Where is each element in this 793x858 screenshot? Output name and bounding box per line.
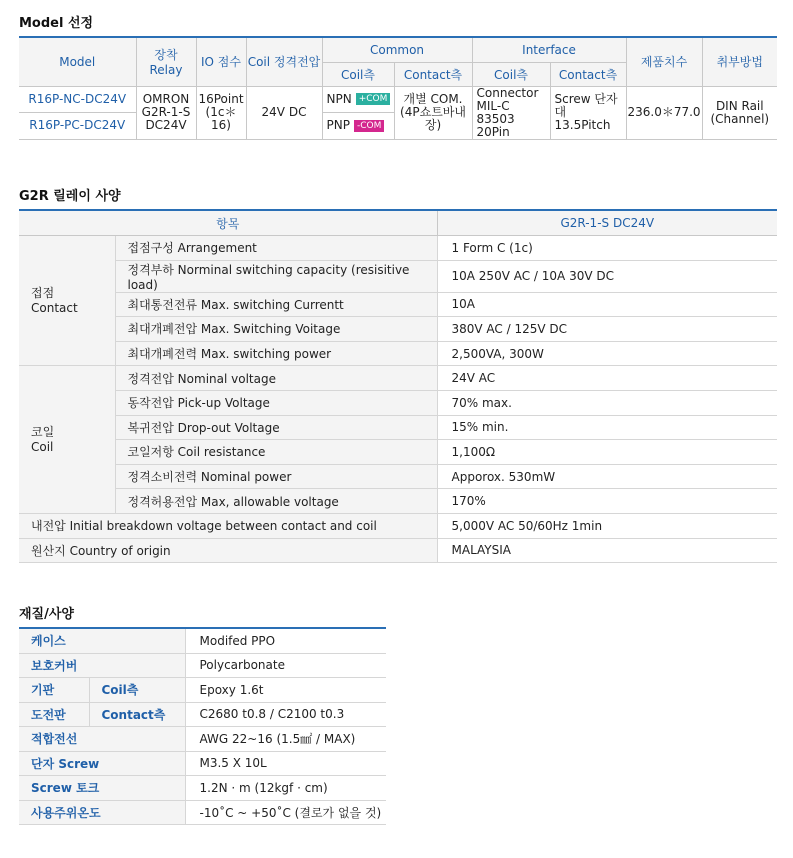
material-label: Screw 토크 <box>19 776 185 801</box>
spec-value: 10A 250V AC / 10A 30V DC <box>437 260 777 292</box>
spec-item: 원산지 Country of origin <box>19 538 437 563</box>
interface-coil-line: 20Pin <box>476 124 510 139</box>
spec-item: 내전압 Initial breakdown voltage between contact and coil <box>19 513 437 538</box>
spec-item: 복귀전압 Drop-out Voltage <box>115 415 437 440</box>
header-interface-contact: Contact측 <box>550 62 626 86</box>
spec-item: 최대개폐전력 Max. switching power <box>115 341 437 366</box>
coil-group-line: 코일 <box>31 424 55 439</box>
header-size: 제품치수 <box>626 37 702 86</box>
spec-header-item: 항목 <box>19 210 437 236</box>
interface-coil-line: Connector <box>476 86 539 100</box>
relay-line: G2R-1-S <box>141 105 191 119</box>
header-relay: 장착 Relay <box>136 37 196 86</box>
relay-line: OMRON <box>142 92 190 106</box>
contact-group-line: 접점 <box>31 285 55 300</box>
model-table <box>19 36 777 140</box>
header-common-coil: Coil측 <box>322 62 394 86</box>
spec-value: 2,500VA, 300W <box>437 341 777 366</box>
relay-line: DC24V <box>145 118 187 132</box>
io-line: (1c＊16) <box>205 105 237 132</box>
coil-voltage-cell: 24V DC <box>246 86 322 139</box>
material-value: Epoxy 1.6t <box>185 678 386 703</box>
material-label: 보호커버 <box>19 653 185 678</box>
header-common-contact: Contact측 <box>394 62 472 86</box>
material-label: 기판 <box>19 678 89 703</box>
mounting-line: DIN Rail <box>715 98 764 113</box>
spec-value: 380V AC / 125V DC <box>437 317 777 342</box>
spec-value: 15% min. <box>437 415 777 440</box>
spec-value: 1 Form C (1c) <box>437 236 777 261</box>
spec-value: Apporox. 530mW <box>437 464 777 489</box>
header-interface-coil: Coil측 <box>472 62 550 86</box>
material-value: Polycarbonate <box>185 653 386 678</box>
common-contact-line: 개별 COM. <box>403 92 463 106</box>
relay-cell <box>136 86 196 139</box>
coil-group-line: Coil <box>31 439 54 454</box>
pnp-label: PNP <box>326 118 350 133</box>
material-label: 케이스 <box>19 628 185 653</box>
pnp-cell <box>322 113 394 140</box>
material-sublabel: Contact측 <box>89 702 185 727</box>
npn-cell <box>322 86 394 113</box>
material-sublabel: Coil측 <box>89 678 185 703</box>
material-label: 적합전선 <box>19 727 185 752</box>
spec-item: 최대통전전류 Max. switching Currentt <box>115 292 437 317</box>
spec-value: 24V AC <box>437 366 777 391</box>
minus-com-badge: -COM <box>354 120 384 132</box>
material-value: Modifed PPO <box>185 628 386 653</box>
material-label: 사용주위온도 <box>19 800 185 825</box>
coil-group-label <box>19 366 115 514</box>
spec-item: 코일저항 Coil resistance <box>115 440 437 465</box>
interface-contact-cell <box>550 86 626 139</box>
header-io: IO 점수 <box>196 37 246 86</box>
spec-item: 최대개폐전압 Max. Switching Voitage <box>115 317 437 342</box>
spec-item: 정격소비전력 Nominal power <box>115 464 437 489</box>
contact-group-label <box>19 236 115 366</box>
model-name-nc: R16P-NC-DC24V <box>19 86 136 113</box>
header-model: Model <box>19 37 136 86</box>
header-coil-voltage: Coil 정격전압 <box>246 37 322 86</box>
npn-label: NPN <box>326 91 352 106</box>
spec-item: 정격허용전압 Max, allowable voltage <box>115 489 437 514</box>
material-value: AWG 22~16 (1.5㎟ / MAX) <box>185 727 386 752</box>
mounting-cell <box>702 86 777 139</box>
spec-item: 정격부하 Norminal switching capacity (resisitive load) <box>115 260 437 292</box>
spec-value: MALAYSIA <box>437 538 777 563</box>
material-value: M3.5 X 10L <box>185 751 386 776</box>
spec-section-title: G2R 릴레이 사양 <box>19 189 121 204</box>
material-value: C2680 t0.8 / C2100 t0.3 <box>185 702 386 727</box>
material-value: 1.2N · m (12kgf · cm) <box>185 776 386 801</box>
io-line: 16Point <box>198 92 244 106</box>
header-common: Common <box>322 37 472 62</box>
material-label: 단자 Screw <box>19 751 185 776</box>
spec-item: 접점구성 Arrangement <box>115 236 437 261</box>
spec-value: 170% <box>437 489 777 514</box>
model-section-title: Model 선정 <box>19 16 94 31</box>
io-cell <box>196 86 246 139</box>
interface-contact-line: 13.5Pitch <box>554 118 611 132</box>
common-contact-line: (4P쇼트바내장) <box>400 105 466 132</box>
model-name-pc: R16P-PC-DC24V <box>19 113 136 140</box>
material-section-title: 재질/사양 <box>19 607 74 622</box>
spec-item: 동작전압 Pick-up Voltage <box>115 390 437 415</box>
contact-group-line: Contact <box>31 300 78 315</box>
spec-item: 정격전압 Nominal voltage <box>115 366 437 391</box>
interface-contact-line: Screw 단자대 <box>554 92 618 119</box>
size-cell: 236.0＊77.0 <box>626 86 702 139</box>
material-label: 도전판 <box>19 702 89 727</box>
common-contact-cell <box>394 86 472 139</box>
mounting-line: (Channel) <box>710 111 770 126</box>
material-value: -10˚C ~ +50˚C (결로가 없을 것) <box>185 800 386 825</box>
spec-table <box>19 209 777 563</box>
material-table <box>19 627 386 825</box>
interface-coil-line: MIL-C 83503 <box>476 98 515 126</box>
spec-value: 70% max. <box>437 390 777 415</box>
interface-coil-cell <box>472 86 550 139</box>
plus-com-badge: +COM <box>356 93 391 105</box>
spec-value: 1,100Ω <box>437 440 777 465</box>
spec-header-value: G2R-1-S DC24V <box>437 210 777 236</box>
spec-value: 10A <box>437 292 777 317</box>
spec-value: 5,000V AC 50/60Hz 1min <box>437 513 777 538</box>
header-interface: Interface <box>472 37 626 62</box>
header-mounting: 취부방법 <box>702 37 777 86</box>
